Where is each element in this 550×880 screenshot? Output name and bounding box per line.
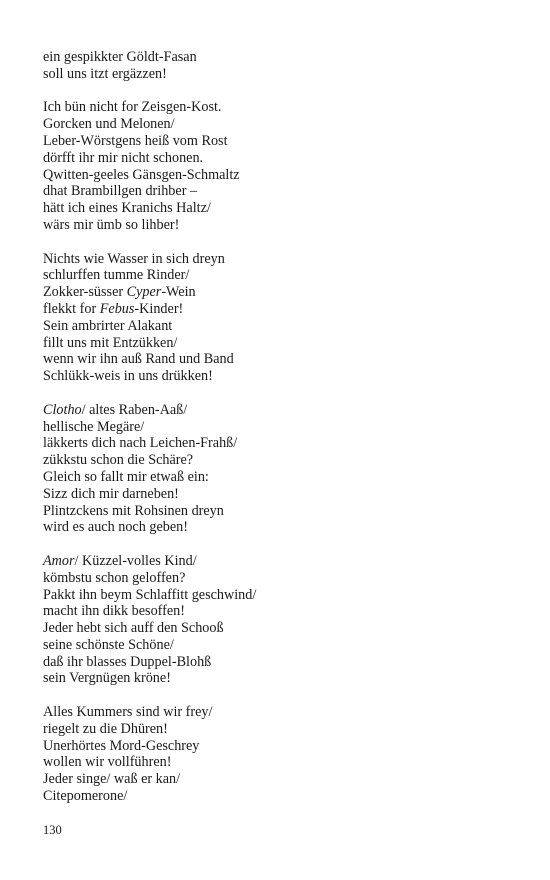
poem-line: [43, 284, 523, 301]
stanza: [43, 402, 523, 536]
poem-text: [43, 49, 523, 805]
line-segment: Pakkt ihn beym Schlaffitt geschwind/: [43, 586, 257, 603]
page-number: 130: [43, 823, 62, 837]
poem-line: [43, 570, 523, 587]
poem-line: [43, 738, 523, 755]
poem-line: [43, 318, 523, 335]
poem-line: [43, 771, 523, 788]
poem-line: [43, 251, 523, 268]
italic-name: Amor: [43, 552, 75, 569]
stanza: [43, 251, 523, 385]
stanza: [43, 553, 523, 687]
poem-line: [43, 217, 523, 234]
line-segment: hätt ich eines Kranichs Haltz/: [43, 200, 211, 217]
poem-line: [43, 133, 523, 150]
poem-line: [43, 167, 523, 184]
line-segment: Gorcken und Melonen/: [43, 116, 175, 133]
stanza: [43, 99, 523, 233]
line-segment: riegelt zu die Dhüren!: [43, 720, 168, 737]
line-segment: ein gespikkter Göldt-Fasan: [43, 49, 197, 65]
poem-line: [43, 587, 523, 604]
poem-line: [43, 116, 523, 133]
line-segment: kömbstu schon geloffen?: [43, 569, 186, 586]
poem-line: [43, 150, 523, 167]
poem-line: [43, 419, 523, 436]
poem-line: [43, 368, 523, 385]
poem-line: [43, 351, 523, 368]
line-segment: zükkstu schon die Schäre?: [43, 452, 194, 469]
line-segment: fillt uns mit Entzükken/: [43, 334, 178, 351]
line-segment: Nichts wie Wasser in sich dreyn: [43, 250, 225, 267]
poem-line: [43, 603, 523, 620]
line-segment: -Kinder!: [134, 300, 184, 317]
line-segment: seine schönste Schöne/: [43, 636, 174, 653]
italic-name: Febus: [99, 300, 135, 317]
line-segment: Sizz dich mir darneben!: [43, 485, 179, 502]
line-segment: Jeder singe/ waß er kan/: [43, 771, 181, 788]
line-segment: dhat Brambillgen drihber –: [43, 183, 198, 200]
poem-line: [43, 183, 523, 200]
line-segment: Zokker-süsser: [43, 284, 127, 301]
poem-line: [43, 452, 523, 469]
poem-line: [43, 754, 523, 771]
line-segment: Qwitten-geeles Gänsgen-Schmaltz: [43, 166, 240, 183]
line-segment: Alles Kummers sind wir frey/: [43, 704, 213, 721]
poem-line: [43, 721, 523, 738]
line-segment: Jeder hebt sich auff den Schooß: [43, 620, 224, 637]
poem-line: [43, 267, 523, 284]
line-segment: soll uns itzt ergäzzen!: [43, 65, 167, 82]
line-segment: Gleich so fallt mir etwaß ein:: [43, 468, 209, 485]
poem-line: [43, 99, 523, 116]
poem-line: [43, 335, 523, 352]
line-segment: Ich bün nicht for Zeisgen-Kost.: [43, 99, 222, 116]
stanza: [43, 704, 523, 805]
line-segment: daß ihr blasses Duppel-Blohß: [43, 653, 212, 670]
line-segment: flekkt for: [43, 300, 100, 317]
line-segment: Schlükk-weis in uns drükken!: [43, 368, 213, 385]
poem-line: [43, 670, 523, 687]
poem-line: [43, 301, 523, 318]
poem-line: [43, 553, 523, 570]
line-segment: macht ihn dikk besoffen!: [43, 603, 185, 620]
stanza: [43, 49, 523, 83]
poem-line: [43, 49, 523, 66]
line-segment: dörfft ihr mir nicht schonen.: [43, 149, 204, 166]
line-segment: sein Vergnügen kröne!: [43, 670, 171, 687]
poem-line: [43, 620, 523, 637]
poem-line: [43, 704, 523, 721]
line-segment: wärs mir ümb so lihber!: [43, 216, 180, 233]
line-segment: hellische Megäre/: [43, 418, 145, 435]
line-segment: schlurffen tumme Rinder/: [43, 267, 190, 284]
line-segment: wird es auch noch geben!: [43, 519, 188, 536]
poem-line: [43, 654, 523, 671]
poem-line: [43, 402, 523, 419]
line-segment: / altes Raben-Aaß/: [81, 401, 188, 418]
line-segment: Leber-Wörstgens heiß vom Rost: [43, 132, 228, 149]
poem-line: [43, 788, 523, 805]
line-segment: -Wein: [161, 284, 196, 301]
line-segment: Unerhörtes Mord-Geschrey: [43, 737, 200, 754]
line-segment: / Küzzel-volles Kind/: [74, 552, 197, 569]
poem-line: [43, 469, 523, 486]
poem-line: [43, 435, 523, 452]
line-segment: wollen wir vollführen!: [43, 754, 172, 771]
poem-line: [43, 637, 523, 654]
poem-line: [43, 200, 523, 217]
italic-name: Clotho: [43, 401, 82, 418]
poem-line: [43, 503, 523, 520]
line-segment: Citepomerone/: [43, 788, 128, 805]
line-segment: läkkerts dich nach Leichen-Frahß/: [43, 435, 238, 452]
line-segment: Plintzckens mit Rohsinen dreyn: [43, 502, 224, 519]
poem-line: [43, 519, 523, 536]
line-segment: Sein ambrirter Alakant: [43, 317, 173, 334]
italic-name: Cyper: [126, 284, 162, 301]
line-segment: wenn wir ihn auß Rand und Band: [43, 351, 234, 368]
poem-line: [43, 66, 523, 83]
poem-line: [43, 486, 523, 503]
